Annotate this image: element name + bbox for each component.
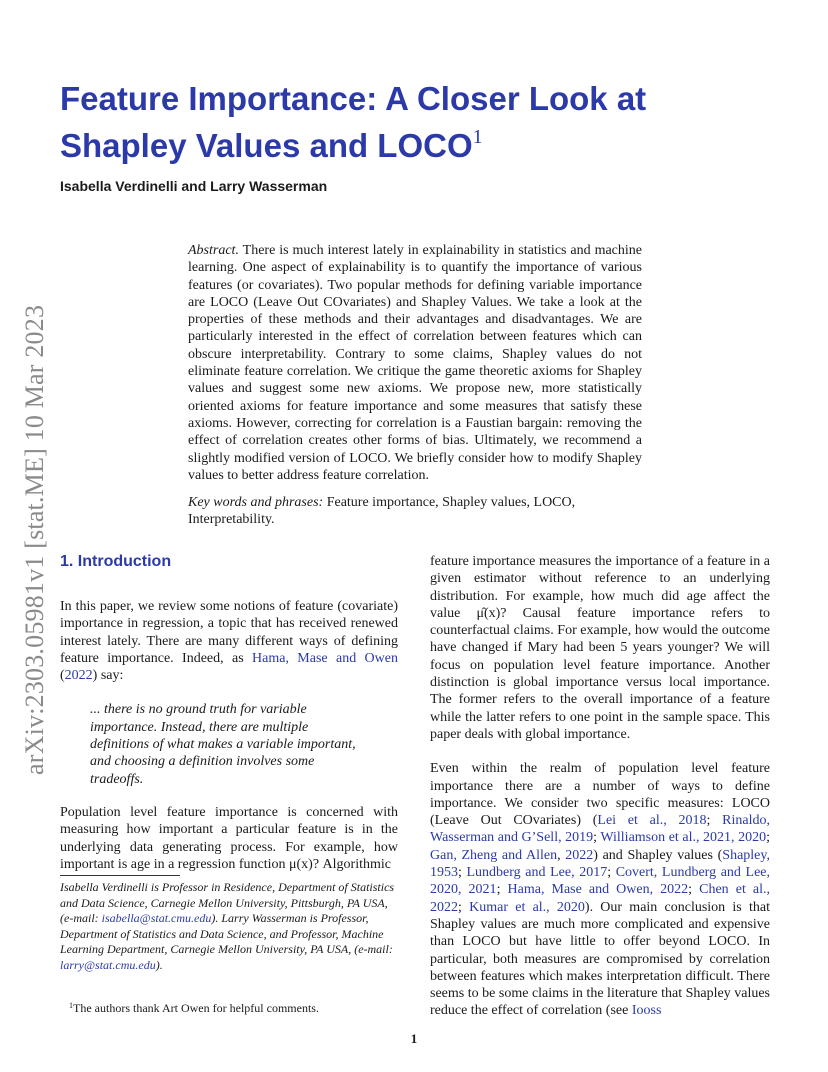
- intro-p1-b: say:: [100, 668, 124, 684]
- footnote-rule: [60, 875, 180, 876]
- affil-c: ).: [155, 957, 163, 972]
- keywords-lead: Key words and phrases:: [188, 495, 324, 510]
- cite-shapley[interactable]: Shapley, 1953: [430, 847, 770, 881]
- cite-lundberg[interactable]: Lundberg and Lee, 2017: [466, 865, 608, 881]
- intro-paragraph-3: feature importance measures the importance of a feature in a given estimator without reference to an underlying distribution. For example, how much did age affect the value μ̂(x)? Causal feature importance refers to counterfactual claims. For example, how would the outcome have changed if Mary had been 5 years younger? We will focus on population level feature importance. Another distinction is global importance versus local importance. The former refers to the overall importance of a feature while the latter refers to one point in the sample space. This paper deals with global importance.: [430, 554, 770, 742]
- cite-chen[interactable]: Chen et al., 2022: [430, 882, 771, 915]
- authors: Isabella Verdinelli and Larry Wasserman: [60, 178, 328, 194]
- cite-kumar[interactable]: Kumar et al., 2020: [469, 899, 585, 915]
- arxiv-stamp: [18, 275, 52, 775]
- keywords: [188, 494, 642, 529]
- left-column: [60, 552, 398, 873]
- intro-paragraph-2: Population level feature importance is concerned with measuring how important a particular feature is in the underlying data generating process. For example, how important is age in a regression function μ(x)? Algorithmic: [60, 804, 398, 872]
- intro-paragraph-1: In this paper, we review some notions of feature (covariate) importance in regression, a topic that has received renewed interest lately. There are many different ways of defining feature importance. Indeed, as Hama, Mase and Owen (2022) say:: [60, 599, 398, 684]
- abstract-lead: Abstract.: [188, 243, 239, 258]
- section-heading: 1. Introduction: [60, 553, 172, 570]
- thanks-text: The authors thank Art Owen for helpful comments.: [73, 1001, 319, 1015]
- affil-b: ). Larry Wasserman is Professor, Department of Statistics and Data Science, and Professor, Machine Learning Department, Carnegie Mellon University, PA USA, (e-mail:: [60, 911, 393, 957]
- cite-hama-mase-owen[interactable]: Hama, Mase and Owen: [252, 650, 398, 666]
- intro-p4-b: ) and Shapley values (: [593, 847, 723, 863]
- block-quote: ... there is no ground truth for variable importance. Instead, there are multiple definitions of what makes a variable important, and choosing a definition involves some tradeoffs.: [90, 702, 356, 787]
- cite-hama-year[interactable]: 2022: [64, 668, 93, 684]
- cite-lei[interactable]: Lei et al., 2018: [597, 813, 707, 829]
- keywords-text: Feature importance, Shapley values, LOCO, Interpretability.: [188, 495, 576, 528]
- thanks-mark: 1: [69, 1001, 73, 1010]
- cite-covert[interactable]: Covert, Lundberg and Lee, 2020, 2021: [430, 865, 770, 898]
- abstract-text: There is much interest lately in explainability in statistics and machine learning. One aspect of explainability is to quantify the importance of various features (or covariates). Two popular methods for defining variable importance are LOCO (Leave Out COvariates) and Shapley Values. We take a look at the properties of these methods and their advantages and disadvantages. We are particularly interested in the effect of correlation between features which can obscure interpretability. Contrary to some claims, Shapley values do not eliminate feature correlation. We critique the game theoretic axioms for Shapley values and suggest some new axioms. We propose new, more statistically oriented axioms for feature importance and some measures that satisfy these axioms. However, correcting for correlation is a Faustian bargain: removing the effect of correlation creates other forms of bias. Ultimately, we recommend a slightly modified version of LOCO. We briefly consider how to modify Shapley values to better address feature correlation.: [188, 243, 642, 483]
- right-column: [430, 553, 770, 1020]
- paper-title-text: Feature Importance: A Closer Look at Shapley Values and LOCO: [60, 80, 647, 164]
- cite-iooss[interactable]: Iooss: [631, 1003, 662, 1019]
- intro-p1-a: In this paper, we review some notions of feature (covariate) importance in regression, a topic that has received renewed interest lately. There are many different ways of defining feature importance. Indeed, as: [60, 599, 398, 666]
- intro-p4-c: ). Our main conclusion is that Shapley values are much more complicated and expensive than LOCO but have little to offer beyond LOCO. In particular, both measures are compromised by correlation between features which makes interpretation difficult. There seems to be some claims in the literature that Shapley values reduce the effect of correlation (see: [430, 899, 770, 1019]
- abstract: [188, 242, 642, 484]
- cite-gan-year[interactable]: 2022: [565, 847, 594, 863]
- page-number: 1: [410, 1031, 418, 1046]
- title-footnote-mark: 1: [472, 126, 483, 148]
- cite-rinaldo[interactable]: Rinaldo, Wasserman and G’Sell, 2019: [430, 813, 770, 846]
- email-wasserman[interactable]: larry@stat.cmu.edu: [60, 957, 156, 972]
- cite-hama[interactable]: Hama, Mase and Owen, 2022: [507, 882, 689, 898]
- footnote-thanks: [60, 998, 398, 1016]
- affil-a: Isabella Verdinelli is Professor in Residence, Department of Statistics and Data Science, Carnegie Mellon University, Pittsburgh, PA USA, (e-mail:: [60, 880, 395, 926]
- cite-gan[interactable]: Gan, Zheng and Allen: [430, 847, 558, 863]
- paper-title: [60, 80, 740, 165]
- cite-williamson[interactable]: Williamson et al., 2021, 2020: [600, 830, 767, 846]
- intro-paragraph-4: Even within the realm of population level feature importance there are a number of ways to define importance. We consider two specific measures: LOCO (Leave Out COvariates) (Lei et al., 2018; Rinaldo, Wasserman and G’Sell, 2019; Williamson et al., 2021, 2020; Gan, Zheng and Allen, 2022) and Shapley values (Shapley, 1953; Lundberg and Lee, 2017; Covert, Lundberg and Lee, 2020, 2021; Hama, Mase and Owen, 2022; Chen et al., 2022; Kumar et al., 2020). Our main conclusion is that Shapley values are much more complicated and expensive than LOCO but have little to offer beyond LOCO. In particular, both measures are compromised by correlation between features which makes interpretation difficult. There seems to be some claims in the literature that Shapley values reduce the effect of correlation (see Iooss: [430, 761, 771, 1019]
- arxiv-stamp-text: arXiv:2303.05981v1 [stat.ME] 10 Mar 2023: [20, 304, 49, 775]
- email-verdinelli[interactable]: isabella@stat.cmu.edu: [101, 911, 212, 926]
- footnote-affiliations: [60, 880, 398, 974]
- intro-p4-a: Even within the realm of population level feature importance there are a number of ways to define importance. We consider two specific measures: LOCO (Leave Out COvariates) (: [430, 761, 770, 829]
